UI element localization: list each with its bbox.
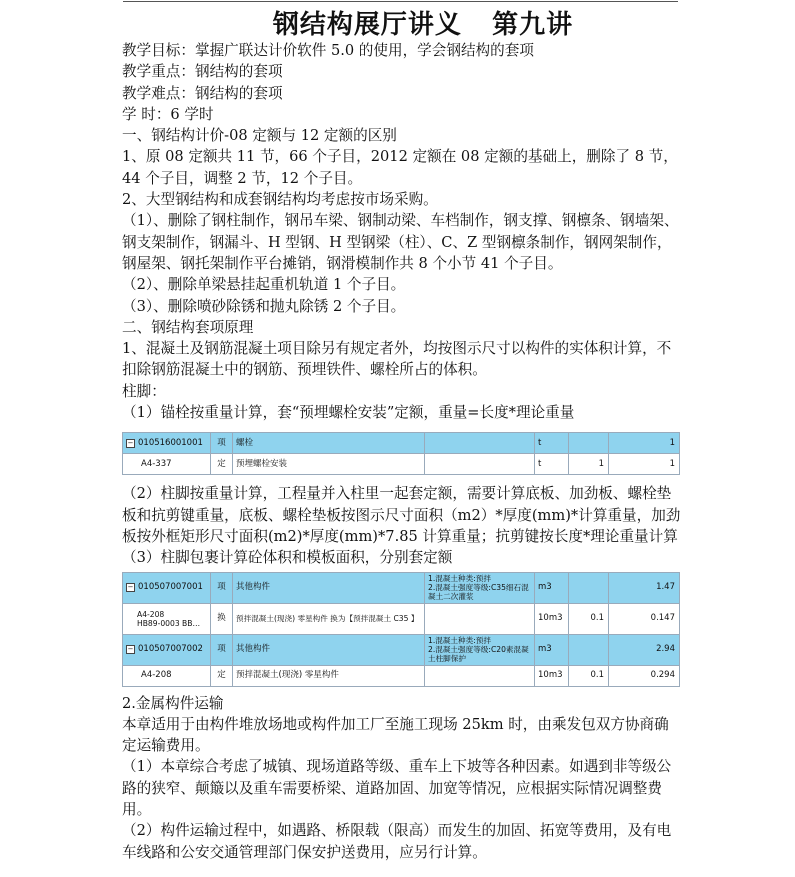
qty-cell: 1	[569, 454, 609, 474]
type-cell: 换	[211, 604, 233, 634]
unit-cell: 10m3	[535, 666, 569, 686]
transport-section	[122, 693, 682, 863]
total-cell: 0.147	[650, 612, 675, 623]
paragraph: 二、钢结构套项原理	[122, 318, 254, 336]
name-cell: 预拌混凝土(现浇) 零星构件	[233, 666, 425, 686]
qty-cell: 0.1	[569, 604, 609, 634]
concrete-quota-table	[122, 572, 680, 687]
top-rule	[123, 1, 678, 2]
qty-cell	[569, 433, 609, 453]
table-row[interactable]	[123, 433, 679, 454]
paragraph: 2、大型钢结构和成套钢结构均考虑按市场采购。	[122, 191, 438, 209]
qty-cell: 0.1	[569, 666, 609, 686]
paragraph: 1、原 08 定额共 11 节，66 个子目，2012 定额在 08 定额的基础上，删除了 8 节，44 个子目，调整 2 节，12 个子目。	[122, 148, 678, 187]
table-row[interactable]	[123, 454, 679, 474]
code-cell: − 010507007002	[123, 635, 211, 665]
unit-cell: 10m3	[535, 604, 569, 634]
table-row[interactable]	[123, 635, 679, 666]
paragraph: 教学重点：钢结构的套项	[122, 63, 283, 81]
name-cell: 预拌混凝土(现浇) 零星构件 换为【预拌混凝土 C35 】	[233, 604, 425, 634]
total-cell: 2.94	[656, 643, 675, 654]
feature-cell	[425, 604, 535, 634]
qty-cell	[569, 635, 609, 665]
type-cell: 定	[211, 454, 233, 474]
unit-cell: t	[535, 454, 569, 474]
paragraph: （3）、删除喷砂除锈和抛丸除锈 2 个子目。	[122, 297, 406, 315]
collapse-icon[interactable]: −	[127, 583, 134, 592]
paragraph: （2）构件运输过程中，如遇路、桥限载（限高）而发生的加固、拓宽等费用，及有电车线路和公安交通管理部门保安护送费用，应另行计算。	[122, 822, 672, 861]
paragraph: 柱脚：	[122, 382, 166, 400]
type-cell: 项	[211, 433, 233, 453]
name-cell: 螺栓	[233, 433, 425, 453]
paragraph: （3）柱脚包裹计算砼体积和模板面积，分别套定额	[122, 549, 453, 567]
bolt-quota-table	[122, 432, 680, 475]
paragraph: （2）柱脚按重量计算，工程量并入柱里一起套定额，需要计算底板、加劲板、螺栓垫板和抗剪键重量，底板、螺栓垫板按图示尺寸面积（m2）*厚度(mm)*计算重量，加劲板按外框矩形尺寸面积(m2)*厚度(mm)*7.85 计算重量；抗剪键按长度*理论重量计算	[122, 485, 681, 545]
feature-cell: 1.混凝土种类:预拌 2.混凝土强度等级:C35细石混凝土二次灌浆	[425, 573, 535, 603]
code-cell: − 010507007001	[123, 573, 211, 603]
code-cell: A4-337	[123, 454, 211, 474]
total-cell: 0.294	[650, 669, 675, 680]
intro-section	[122, 40, 682, 423]
unit-cell: m3	[535, 635, 569, 665]
name-cell: 其他构件	[233, 573, 425, 603]
type-cell: 项	[211, 573, 233, 603]
total-cell: 1	[669, 437, 675, 448]
paragraph: （2）、删除单梁悬挂起重机轨道 1 个子目。	[122, 276, 406, 294]
table-row[interactable]	[123, 573, 679, 604]
paragraph: （1）本章综合考虑了城镇、现场道路等级、重车上下坡等各种因素。如遇到非等级公路的狭窄、颠簸以及重车需要桥梁、道路加固、加宽等情况，应根据实际情况调整费用。	[122, 758, 672, 819]
paragraph: （1）、删除了钢柱制作，钢吊车梁、钢制动梁、车档制作，钢支撑、钢檩条、钢墙架、钢支架制作，钢漏斗、H 型钢、H 型钢梁（柱）、C、Z 型钢檩条制作，钢网架制作，钢屋架、钢托架制作平台摊销，钢滑模制作共 8 个小节 41 个子目。	[122, 212, 679, 272]
name-cell: 其他构件	[233, 635, 425, 665]
code-cell: − 010516001001	[123, 433, 211, 453]
feature-cell	[425, 433, 535, 453]
paragraph: 一、钢结构计价-08 定额与 12 定额的区别	[122, 127, 397, 145]
type-cell: 项	[211, 635, 233, 665]
code-cell: A4-208 HB89-0003 BB…	[123, 604, 211, 634]
code-cell: A4-208	[123, 666, 211, 686]
feature-cell	[425, 454, 535, 474]
name-cell: 预埋螺栓安装	[233, 454, 425, 474]
paragraph: 教学难点：钢结构的套项	[122, 84, 283, 102]
paragraph: 本章适用于由构件堆放场地或构件加工厂至施工现场 25km 时，由乘发包双方协商确定运输费用。	[122, 715, 669, 755]
document-body	[122, 40, 682, 863]
type-cell: 定	[211, 666, 233, 686]
feature-cell	[425, 666, 535, 686]
collapse-icon[interactable]: −	[127, 438, 134, 447]
paragraph: 2.金属构件运输	[122, 694, 224, 712]
total-cell: 1.47	[656, 581, 675, 592]
mid-section	[122, 483, 682, 568]
collapse-icon[interactable]: −	[127, 645, 134, 654]
total-cell: 1	[669, 458, 675, 469]
qty-cell	[569, 573, 609, 603]
unit-cell: m3	[535, 573, 569, 603]
feature-cell: 1.混凝土种类:预拌 2.混凝土强度等级:C20素混凝土柱脚保护	[425, 635, 535, 665]
paragraph: 1、混凝土及钢筋混凝土项目除另有规定者外，均按图示尺寸以构件的实体积计算，不扣除钢筋混凝土中的钢筋、预埋铁件、螺栓所占的体积。	[122, 340, 672, 379]
unit-cell: t	[535, 433, 569, 453]
paragraph: 教学目标：掌握广联达计价软件 5.0 的使用，学会钢结构的套项	[122, 42, 534, 59]
page-title: 钢结构展厅讲义 第九讲	[272, 10, 574, 40]
table-row[interactable]	[123, 666, 679, 686]
paragraph: （1）锚栓按重量计算，套“预埋螺栓安装”定额，重量=长度*理论重量	[122, 404, 575, 422]
paragraph: 学 时：6 学时	[122, 105, 214, 123]
table-row[interactable]	[123, 604, 679, 635]
